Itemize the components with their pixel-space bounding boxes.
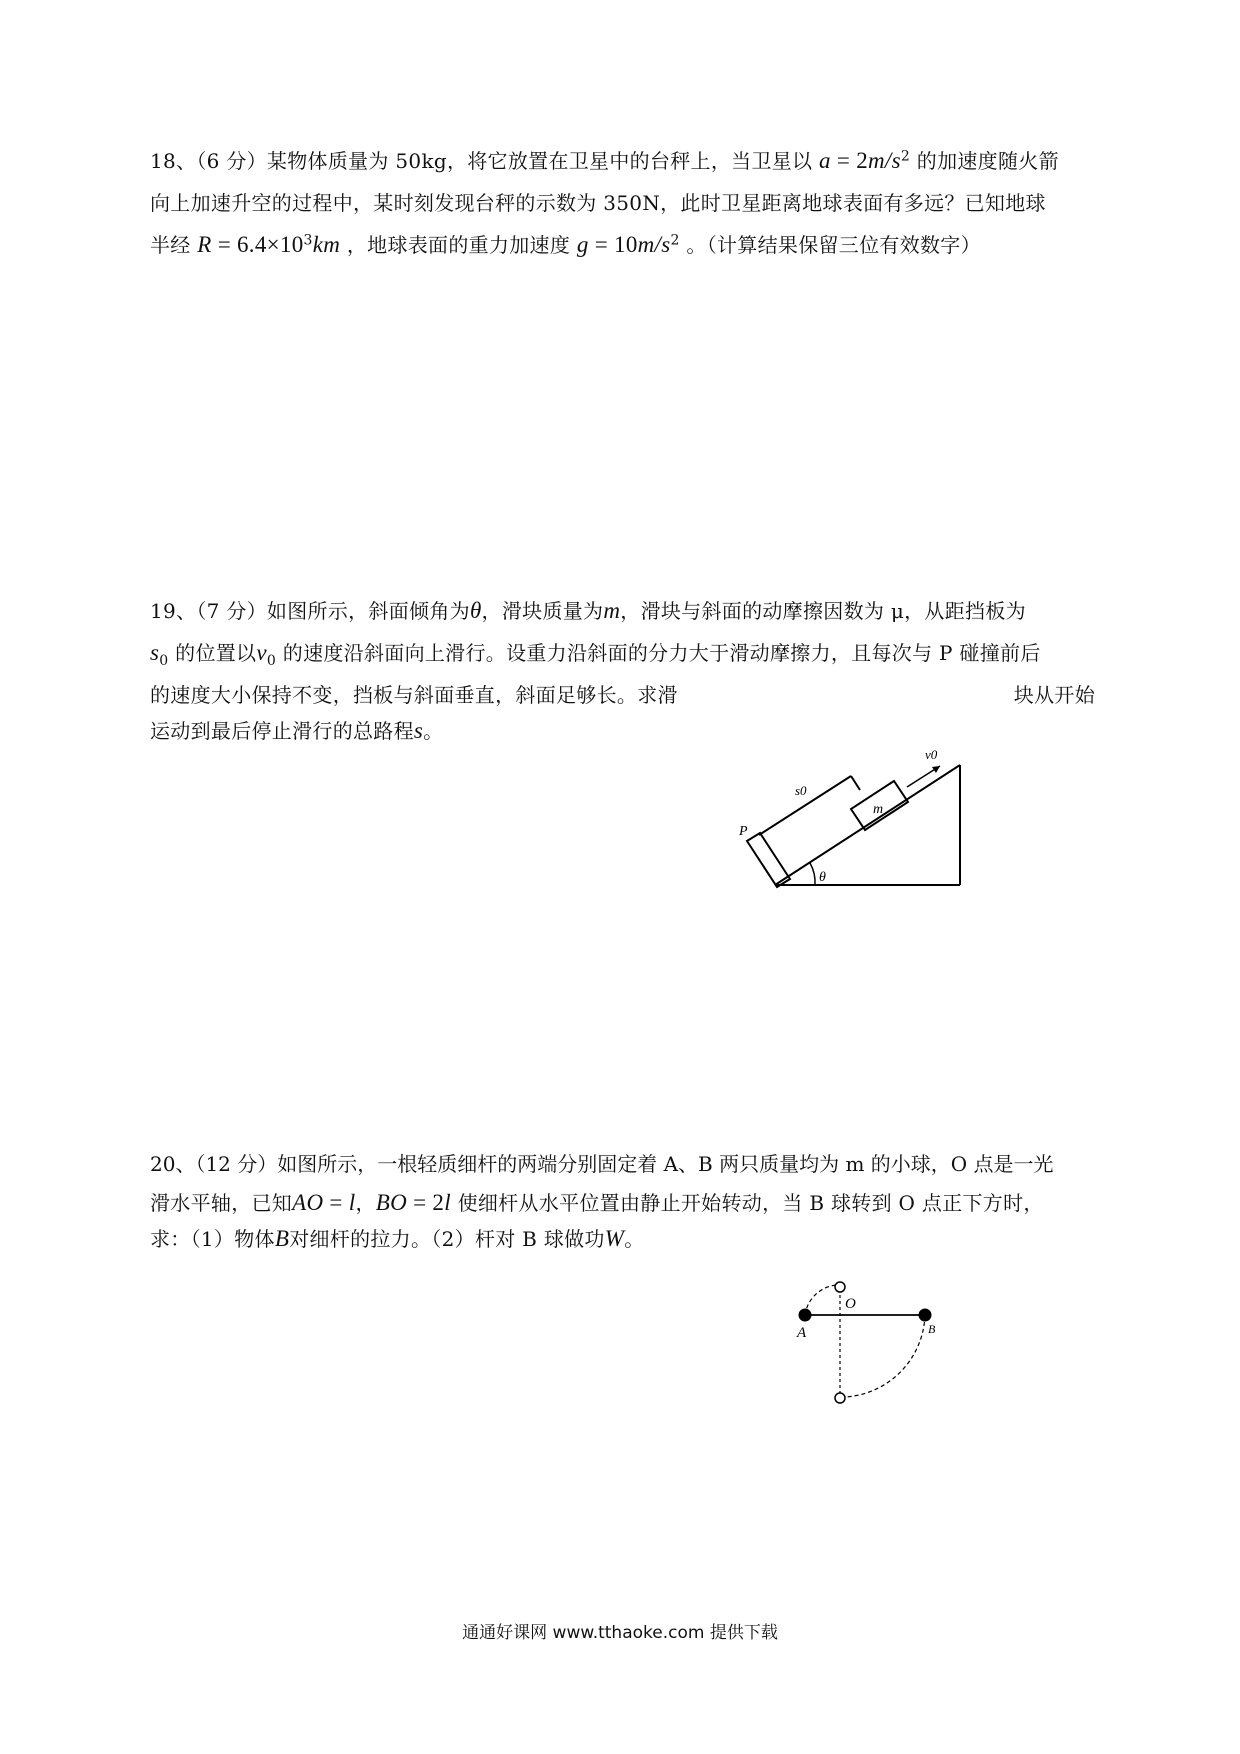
q18-line-2: 向上加速升空的过程中，某时刻发现台秤的示数为 350N，此时卫星距离地球表面有多远？已知地球	[150, 191, 1046, 215]
page-footer: 通通好课网 www.tthaoke.com 提供下载	[462, 1623, 778, 1643]
q20-line-1: 20、（12 分）如图所示，一根轻质细杆的两端分别固定着 A、B 两只质量均为 m 的小球，O 点是一光	[150, 1152, 1054, 1176]
question-20	[150, 1143, 1095, 1257]
label-theta: θ	[819, 870, 826, 885]
path-b	[845, 1315, 925, 1397]
rod-diagram	[785, 1275, 965, 1415]
ball-a	[799, 1309, 812, 1322]
incline-diagram	[735, 735, 965, 895]
formula-radius: R	[197, 232, 212, 257]
label-a: A	[797, 1325, 807, 1341]
q19-line-2: $s_0$ 的位置以$v_0$ 的速度沿斜面向上滑行。设重力沿斜面的分力大于滑动摩擦力，且每次与 P 碰撞前后	[150, 640, 1041, 669]
formula-acceleration: a	[819, 148, 831, 173]
path-a	[805, 1285, 837, 1315]
q18-line-1: 18、（6 分）某物体质量为 50kg，将它放置在卫星中的台秤上，当卫星以 $a = 2m/s^2$ 的加速度随火箭	[150, 148, 1059, 173]
label-m: m	[873, 802, 884, 817]
label-b: B	[928, 1322, 936, 1336]
q20-line-2: 滑水平轴，已知AO = l，BO = 2l 使细杆从水平位置由静止开始转动，当 B 球转到 O 点正下方时，	[150, 1190, 1044, 1215]
formula-gravity: g	[576, 232, 589, 257]
q19-line-4: 运动到最后停止滑行的总路程s。	[150, 718, 444, 743]
ball-a-final	[835, 1282, 845, 1292]
label-p: P	[739, 824, 748, 839]
question-19	[150, 590, 1095, 746]
q18-line-3: 半经 $R = 6.4\times 10^3km$ ，地球表面的重力加速度 $g = 10m/s^2$ 。（计算结果保留三位有效数字）	[150, 232, 981, 257]
q19-line-1: 19、（7 分）如图所示，斜面倾角为θ，滑块质量为m，滑块与斜面的动摩擦因数为 μ，从距挡板为	[150, 598, 1026, 623]
ball-b	[919, 1309, 932, 1322]
label-s0: s0	[795, 783, 807, 798]
q20-line-3: 求：（1）物体B对细杆的拉力。（2）杆对 B 球做功W。	[150, 1226, 645, 1251]
label-v0: v0	[925, 747, 938, 762]
angle-arc	[810, 863, 815, 885]
ball-b-final	[835, 1393, 845, 1403]
q19-line-3: 的速度大小保持不变，挡板与斜面垂直，斜面足够长。求滑 块从开始	[150, 683, 1095, 707]
question-18	[150, 140, 1095, 266]
label-o: O	[845, 1296, 856, 1312]
